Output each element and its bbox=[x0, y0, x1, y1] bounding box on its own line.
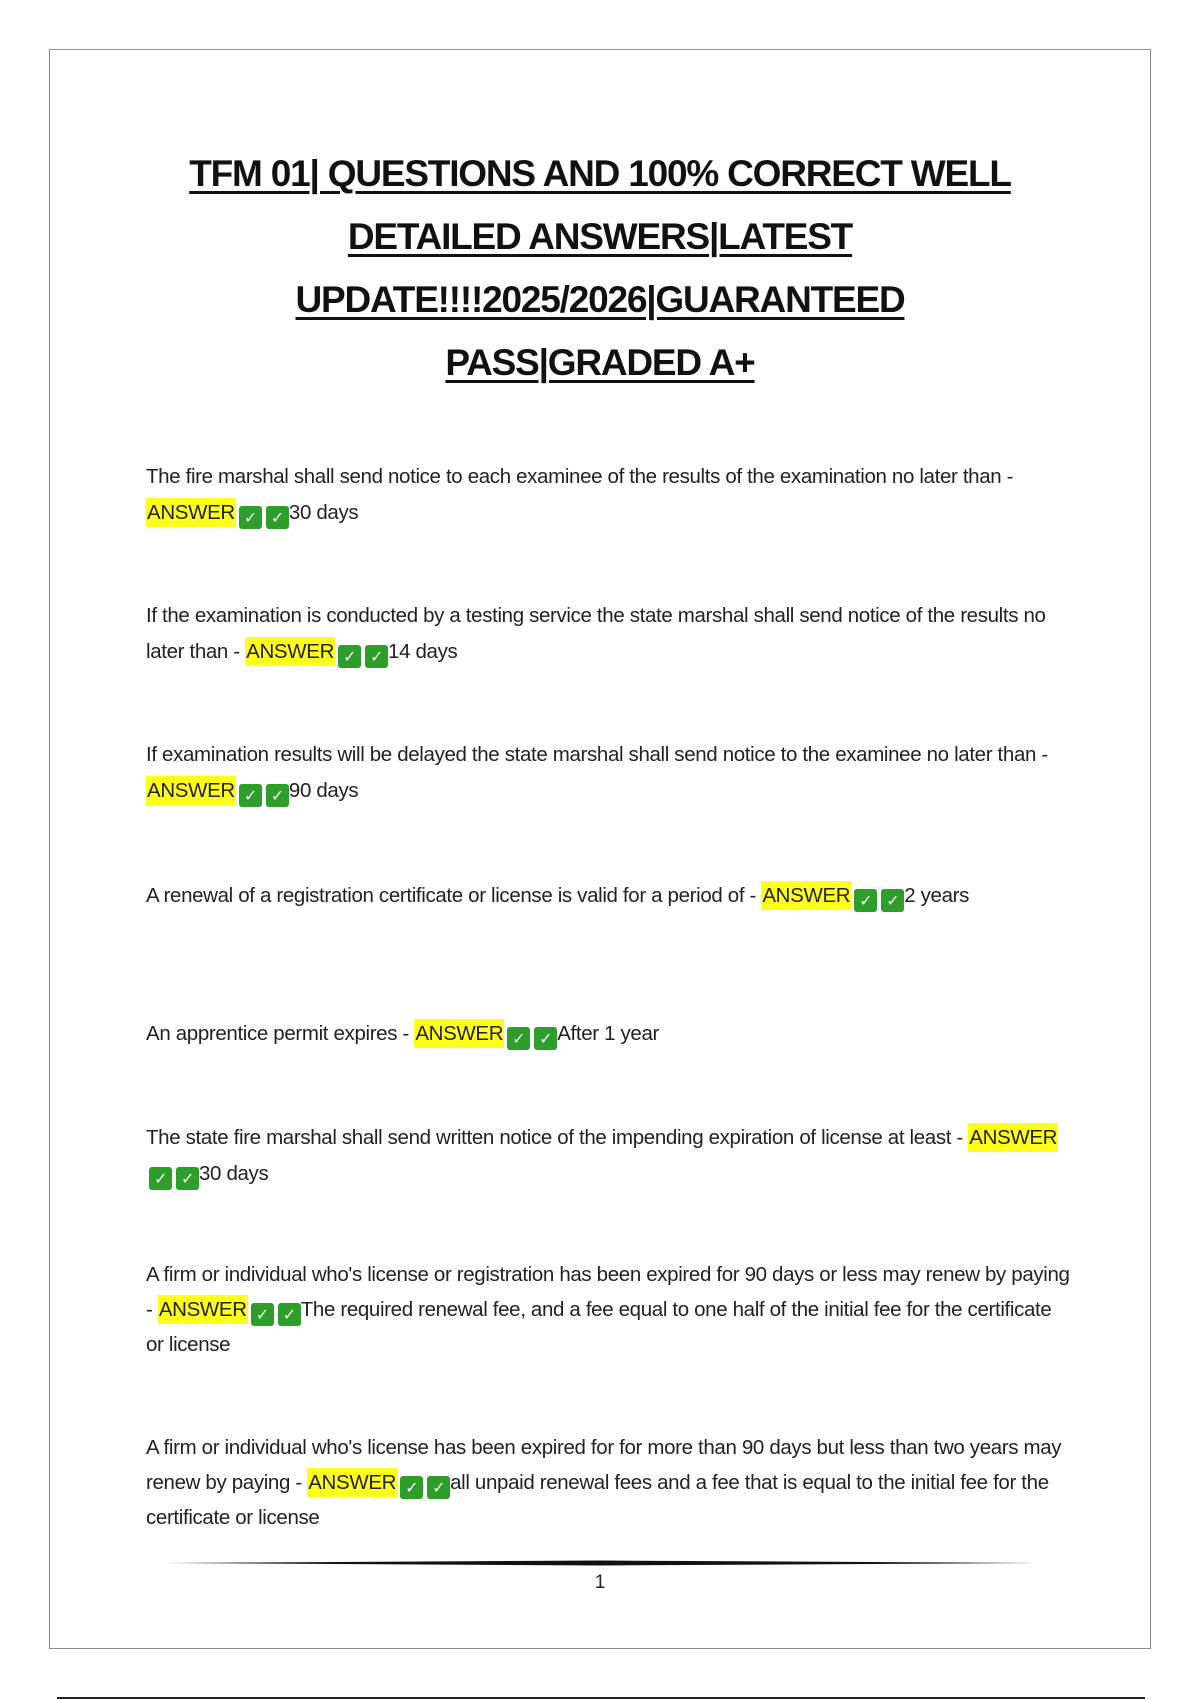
page-number: 1 bbox=[594, 1572, 606, 1593]
qa-item bbox=[146, 1016, 1071, 1052]
answer-label: ANSWER bbox=[146, 776, 236, 805]
question-text: If the examination is conducted by a testing service the state marshal shall send notice of the results no later than - bbox=[146, 604, 1046, 663]
title-line: DETAILED ANSWERS|LATEST bbox=[347, 216, 853, 257]
check-mark-icon: ✓ bbox=[365, 645, 388, 668]
check-mark-icon: ✓ bbox=[854, 889, 877, 912]
check-mark-icon: ✓ bbox=[400, 1476, 423, 1499]
answer-text: 90 days bbox=[288, 779, 359, 802]
check-mark-icon: ✓ bbox=[266, 784, 289, 807]
check-mark-icon: ✓ bbox=[239, 506, 262, 529]
qa-item bbox=[146, 1430, 1071, 1535]
check-mark-icon: ✓ bbox=[534, 1027, 557, 1050]
check-mark-icon: ✓ bbox=[881, 889, 904, 912]
answer-label: ANSWER bbox=[307, 1468, 397, 1497]
answer-text: all unpaid renewal fees and a fee that is equal to the initial fee for the certificate or license bbox=[146, 1471, 1049, 1529]
check-mark-icon: ✓ bbox=[251, 1303, 274, 1326]
answer-text: 2 years bbox=[904, 884, 970, 907]
title-line: UPDATE!!!!2025/2026|GUARANTEED bbox=[295, 279, 905, 320]
answer-text: 14 days bbox=[388, 640, 458, 663]
title-line: TFM 01| QUESTIONS AND 100% CORRECT WELL bbox=[189, 153, 1011, 194]
answer-text: 30 days bbox=[199, 1162, 269, 1185]
answer-text: 30 days bbox=[288, 501, 359, 524]
answer-label: ANSWER bbox=[761, 881, 851, 910]
answer-label: ANSWER bbox=[158, 1295, 248, 1324]
check-mark-icon: ✓ bbox=[266, 506, 289, 529]
check-mark-icon: ✓ bbox=[338, 645, 361, 668]
answer-label: ANSWER bbox=[968, 1123, 1058, 1152]
check-mark-icon: ✓ bbox=[239, 784, 262, 807]
footer-divider bbox=[165, 1560, 1035, 1566]
answer-label: ANSWER bbox=[146, 498, 236, 527]
answer-label: ANSWER bbox=[414, 1019, 504, 1048]
answer-text: The required renewal fee, and a fee equal to one half of the initial fee for the certificate or license bbox=[146, 1298, 1052, 1356]
answer-label: ANSWER bbox=[245, 637, 335, 666]
check-mark-icon: ✓ bbox=[149, 1167, 172, 1190]
document-title bbox=[100, 142, 1100, 394]
qa-item bbox=[146, 878, 1071, 914]
question-text: A renewal of a registration certificate or license is valid for a period of - bbox=[146, 884, 762, 907]
check-mark-icon: ✓ bbox=[427, 1476, 450, 1499]
question-text: If examination results will be delayed the state marshal shall send notice to the examinee no later than - bbox=[146, 743, 1048, 766]
answer-text: After 1 year bbox=[557, 1022, 659, 1045]
qa-item bbox=[146, 598, 1071, 670]
check-mark-icon: ✓ bbox=[176, 1167, 199, 1190]
question-text: An apprentice permit expires - bbox=[146, 1022, 415, 1045]
qa-item bbox=[146, 1120, 1071, 1192]
question-text: The fire marshal shall send notice to each examinee of the results of the examination no later than - bbox=[146, 465, 1014, 488]
qa-item bbox=[146, 1257, 1071, 1362]
qa-item bbox=[146, 459, 1071, 531]
title-line: PASS|GRADED A+ bbox=[445, 342, 755, 383]
question-text: A firm or individual who's license has been expired for for more than 90 days but less than two years may renew by paying - bbox=[146, 1436, 1062, 1494]
check-mark-icon: ✓ bbox=[507, 1027, 530, 1050]
next-page-edge bbox=[57, 1697, 1145, 1699]
question-text: A firm or individual who's license or registration has been expired for 90 days or less may renew by paying - bbox=[146, 1263, 1070, 1321]
check-mark-icon: ✓ bbox=[278, 1303, 301, 1326]
question-text: The state fire marshal shall send written notice of the impending expiration of license at least - bbox=[146, 1126, 969, 1149]
qa-item bbox=[146, 737, 1071, 809]
